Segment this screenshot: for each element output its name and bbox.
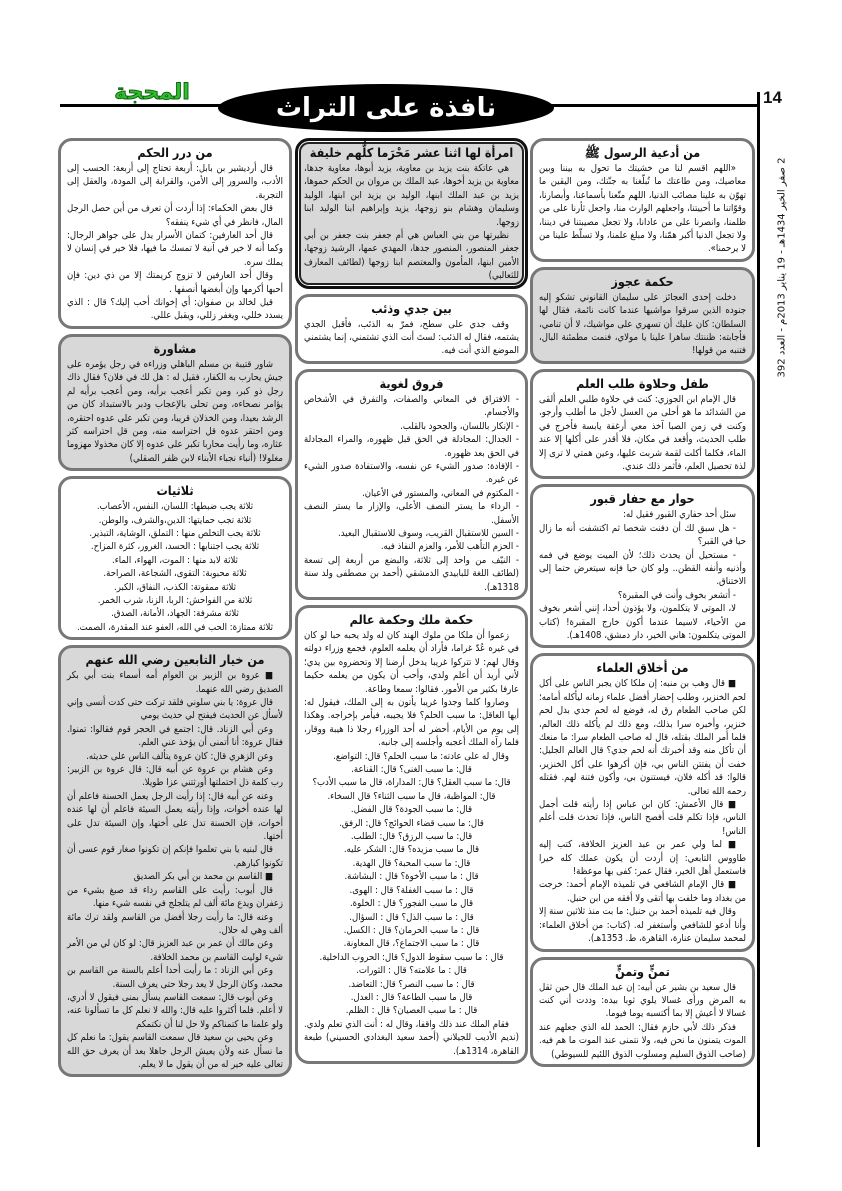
article-durar [58, 138, 292, 329]
article-body: شاور قتيبة بن مسلم الباهلي وزراءه في رجل يؤمره على جيش يحارب به الكفار، فقيل له : هل لك في فلان؟ فقال ذاك رجل ذو كبر، ومن تكبر أعجب برأيه، ومن أعجب برأيه لم يؤامر نصحاءه، ومن تحلى بالإعجاب ودبر بالاستبداد كان من الرشد بعيدا، ومن الخذلان قريبا، ومن تكبر على عدوه احتقره، ومن احتقر عدوه قل احتراسه منه، ومن قل احتراسه كثر عثاره، وما رأيت محاربا تكبر على عدوه إلا كان مخذولا مهزوما مغلولا! (أنباء نجباء الأبناء لابن ظفر الصقلي) [67, 358, 283, 464]
article-hiwar [530, 484, 755, 648]
issue-date: 2 صفر الخير 1434هـ - 19 يناير 2013م - العدد 392 [776, 157, 788, 378]
article-title: ثلاثيات [156, 483, 194, 499]
article-duaa [530, 138, 755, 262]
paragraph: قال سعيد بن بشير عن أبيه: إن عبد الملك قال حين ثقل به المرض ورأى غسالا يلوي ثوبا بيده: وددت أني كنت غسالا لا أعيش إلا بما أكتسبه يوما فيوما. [539, 981, 746, 1020]
paragraph: قال أرديشير بن بابل: أربعة تحتاج إلى أربعة: الحسب إلى الأدب، والسرور إلى الأمن، والقرابة إلى المودة، والعقل إلى التجربة. [67, 163, 283, 201]
list-item: ثلاثة محبوبة: التقوى، الشجاعة، الصراحة. [103, 568, 247, 580]
list-item: ثلاثة يجب اجتنابها : الحسد، الغرور، كثرة المزاح. [90, 541, 260, 553]
article-title: من أخلاق العلماء [596, 660, 689, 676]
paragraph: ■ قال وهب بن منبه: إن ملكا كان يجبر الناس على أكل لحم الخنزير، وطلب إحضار أفضل علماء زمانه ليأكله أمامه؛ لكن صاحب الطعام رق له، فوضع له لحم جدي بدل لحم خنزير، وأخبره سرا بذلك، ومع ذلك لم يأكله ذلك العالم، فلما أمر الملك بقتله، قال له صاحب الطعام سرا: ما منعك أن تأكل منه وقد أخبرتك أنه لحم جدي؟ قال العالم الجليل: خفت أن يفتتن الناس بي، فإن أكرهوا على أكل الخنزير، قالوا: قد أكله فلان، فيستنون بي، وأكون فتنة لهم. فقتله رحمه الله تعالى. [539, 678, 746, 797]
article-furuq [295, 369, 528, 600]
list-item: ثلاثة ممتازة: الحب في الله، العفو عند المقدرة، الصمت. [76, 621, 274, 633]
left-column [58, 138, 292, 1077]
paragraph: - هل سبق لك أن دفنت شخصا ثم اكتشفت أنه ما زال حيا في القبر؟ [539, 522, 746, 548]
article-title: تمنٍّ وتمنٍّ [615, 963, 670, 979]
list-item: - الجدال: المجادلة في الحق قبل ظهوره، والمراء المجادلة في الحق بعد ظهوره. [304, 434, 519, 459]
paragraph: وقال أحد العارفين لا تزوج كريمتك إلا من ذي دين: فإن أحبها أكرمها وإن أبغضها أنصفها . [67, 270, 283, 295]
paragraph: قال بعض الحكماء: إذا أردت أن تعرف من أين حصل الرجل المال، فانظر في أي شيء ينفقه؟ [67, 203, 283, 228]
list-item: - السين للاستقبال القريب، وسوف للاستقبال البعيد. [338, 527, 519, 539]
article-ajooz [530, 267, 755, 364]
paragraph: وقال فيه تلميذه أحمد بن حنبل: ما بت منذ ثلاثين سنة إلا وأنا أدعو للشافعي وأستغفر له. (كتاب: من أخلاق العلماء: لمحمد سليمان عنارة، القاهرة، ط. 1353هـ). [539, 906, 746, 945]
article-body: «اللهم اقسم لنا من خشيتك ما تحول به بيننا وبين معاصيك، ومن طاعتك ما تُبلّغنا به جنّتك، ومن اليقين ما تهوّن به علينا مصائب الدنيا، اللهم متّعنا بأسماعنا، وأبصارنا، وقوّاتنا ما أحييتنا، واجعلهم الوارث منا، واجعل ثأرنا على من ظلمنا، وانصرنا على من عادانا، ولا تجعل مصيبتنا في ديننا، ولا تجعل الدنيا أكبر همّنا، ولا مبلغ علمنا، ولا تسلّط علينا من لا يرحمنا». [539, 163, 746, 255]
paragraph: ■ قال الإمام الشافعي في تلميذه الإمام أحمد: خرجت من بغداد وما خلفت بها أتقى ولا أفقه من ابن حنبل. [539, 879, 746, 904]
list-item: ثلاثة يجب التخلص منها : التملق، الوشاية، التبذير. [89, 527, 261, 539]
list-item: ثلاثة من الفواحش: الربا، الزنا، شرب الخمر. [97, 594, 253, 606]
list-item: قال ما سبب الفجور؟ قال : الخلوة. [349, 898, 474, 910]
list-item: قال : ما سبب النصر؟ قال: التعاضد. [348, 978, 475, 990]
list-item: ثلاثة ممقوتة: الكذب، النفاق، الكبر. [114, 581, 236, 593]
right-column [530, 138, 755, 1067]
article-title: حكمة عجوز [611, 273, 674, 289]
paragraph: قال أحد العارفين: كتمان الأسرار يدل على جواهر الرجال: وكما أنه لا خير في آنية لا تمسك ما فيها، فلا خير في إنسان لا يملك سره. [67, 230, 283, 268]
list-item: قال عروة: يا بني سلوني فلقد تركت حتى كدت أنسى وإني لأسأل عن الحديث فيفتح لي حديث يومي [67, 697, 283, 722]
list-item: وعن هشام بن عروة عن أبيه قال: قال عروة بن الزبير: رب كلمة ذل احتملتها أورثتني عزا طويلا. [67, 764, 283, 789]
list-item: قال : ما علامته؟ قال : الثورات. [356, 965, 467, 977]
list-item: قال: ما سبب الرزق؟ قال: الطلب. [350, 831, 473, 843]
list-item: - الافتراق في المعاني والصفات، والتفرق في الأشخاص والأجسام. [304, 393, 519, 419]
paragraph: لا، الموتى لا يتكلمون، ولا يؤذون أحدا، إنني أشعر بخوف من الأحياء، لاسيما عندما أكون خارج المقبرة! (كتاب الموتى يتكلمون: هاني الخير، دار دمشق، 1408هـ). [539, 603, 746, 641]
page-number: 14 [763, 88, 782, 107]
article-body: دخلت إحدى العجائز على سليمان القانوني تشكو إليه جنوده الذين سرقوا مواشيها عندما كانت نائمة، فقال لها السلطان: كان عليك أن تسهري على مواشيك، لا أن تنامي، فأجابته: ظننتك ساهرا علينا يا مولاي، فنمت مطمئنة البال، فتنبه من قولها! [539, 291, 746, 357]
paragraph: زعموا أن ملكا من ملوك الهند كان له ولد يحبه حبا لو كان في غيره عُدّ غراما، فأراد أن يعلمه العلوم، فجمع وزراء دولته وقال لهم: لا تتركوا غريبا يدخل أرضنا إلا وتحضروه بين يدي؛ لأني أريد أن أعلم ولدي، وأحب أن يكون من يعلمه حكيما عارفا بكثير من الأمور. فقالوا: سمعا وطاعة. [304, 629, 519, 695]
article-title: بين جدي وذئب [371, 300, 452, 316]
list-item: قال : ما سبب الأخوة؟ قال : البشاشة. [344, 871, 479, 883]
list-item: - الإفادة: صدور الشيء عن نفسه، والاستفادة صدور الشيء عن غيره. [304, 460, 519, 486]
article-tifl [530, 369, 755, 479]
article-khiyar [58, 645, 292, 1077]
article-thulathiyat [58, 476, 292, 640]
article-title: امرأة لها اثنا عشر مَحْرَما كلُّهم خليفة [309, 145, 514, 160]
list-item: - الرداء ما يستر النصف الأعلى، والإزار ما يستر النصف الأسفل. [304, 501, 519, 526]
list-item: قال : ما سبب سقوط الدول؟ قال: الحروب الداخلية. [319, 951, 504, 963]
article-jadi [295, 294, 528, 364]
article-tamanni [530, 957, 755, 1067]
article-title: حكمة ملك وحكمة عالم [349, 611, 474, 627]
paragraph: ■ قال الأعمش: كان ابن عباس إذا رأيته قلت أجمل الناس، فإذا تكلم قلت أفصح الناس، فإذا تحدث قلت أعلم الناس! [539, 799, 746, 837]
list-item: قال أيوب: رأيت على القاسم رداء قد صبغ بشيء من زعفران ويدع مائة ألف لم يتلجلج في نفسه شيء منها. [67, 884, 283, 910]
article-title: من أدعية الرسول ﷺ [584, 145, 701, 160]
khiyar-paragraphs [67, 669, 283, 1071]
list-item: وعن يحيى بن سعيد قال سمعت القاسم يقول: ما نعلم كل ما نسأل عنه ولأن يعيش الرجل جاهلا بعد أن يعرف حق الله تعالى عليه خير له من أن يقول ما لا يعلم. [67, 1032, 283, 1070]
list-item: وعن أبي الزناد : ما رأيت أحدا أعلم بالسنة من القاسم بن محمد، وكان الرجل لا يعد رجلا حتى يعرف السنة. [67, 965, 283, 990]
list-item: قال: ما سبب قضاء الحوائج؟ قال: الرفق. [339, 817, 484, 829]
article-akhlaq [530, 653, 755, 951]
paragraph: هي عاتكة بنت يزيد بن معاوية، يزيد أبوها، معاوية جدها، معاوية بن يزيد أخوها، عبد الملك بن مروان بن الحكم حموها، يزيد بن عبد الملك ابنها، الوليد بن يزيد ابن ابنها، الوليد وسليمان وهشام بنو زوجها، يزيد وإبراهيم ابنا الوليد ابنا زوجها. [304, 163, 519, 228]
paragraph: وقال له على عادته: ما سبب الحلم؟ قال: التواضع. [333, 750, 509, 762]
article-title: من درر الحكم [137, 145, 213, 160]
list-item: وعن الزهري قال: كان عروة يتألف الناس على حديثه. [86, 750, 273, 762]
list-item: قال : ما سبب العصيان؟ قال : الظلم. [345, 1005, 478, 1017]
list-item: قال ما سبب الطاعة؟ قال : العدل. [350, 991, 473, 1003]
article-title: مشاورة [153, 340, 197, 356]
list-item: ■ عروة بن الزبير بن العوام أمه أسماء بنت أبي بكر الصديق رضي الله عنهما. [67, 670, 283, 695]
list-item: قال : ما سبب الحرمان؟ قال : الكسل. [343, 924, 480, 936]
article-title: من خيار التابعين رضي الله عنهم [85, 652, 265, 668]
thulathiyat-list [67, 500, 283, 634]
article-imraa [295, 138, 528, 289]
list-item: ثلاثة مشرفة: الجهاد، الأمانة، الصدق. [111, 608, 239, 620]
article-body: وقف جدي على سطح، فمرّ به الذئب، فأقبل الجدي يشتمه، فقال له الذئب: لستَ أنت الذي تشتمني، إنما يشتمني الموضع الذي أنت فيه. [304, 318, 519, 357]
list-item: قال: ما سبب الجودة؟ قال الفضل. [350, 804, 473, 816]
paragraph: قيل لخالد بن صفوان: أي إخوانك أحب إليك؟ قال : الذي يسدد خللي، ويغفر زللي، ويقبل عللي. [67, 297, 283, 322]
list-item: ■ القاسم بن محمد بن أبي بكر الصديق [133, 871, 273, 883]
list-item: قال : ما سبب الذل؟ قال : السؤال. [349, 911, 474, 923]
list-item: وعن مالك أن عمر بن عبد العزيز قال: لو كان لي من الأمر شيء لوليت القاسم بن محمد الخلافة. [67, 938, 283, 963]
list-item: قال: ما سبب المحبة؟ قال الهدية. [352, 857, 471, 869]
list-item: - الإنكار باللسان، والجحود بالقلب. [400, 420, 519, 432]
publication-logo: المحجة [114, 80, 190, 105]
list-item: وعنه قال: ما رأيت رجلا أفضل من القاسم ولقد ترك مائة ألف وهي له حلال. [67, 911, 283, 936]
list-item: ثلاثة يجب ضبطها: اللسان، النفس، الأعصاب. [96, 501, 254, 513]
list-item: - النيّف من واحد إلى ثلاثة، والبضع من أربعة إلى تسعة (لطائف اللغة للبابيدي الدمشقي (أحمد بن مصطفى ولد سنة 1318هـ). [304, 554, 519, 593]
paragraph: فذكر ذلك لأبي حازم فقال: الحمد لله الذي جعلهم عند الموت يتمنون ما نحن فيه، ولا نتمنى عند الموت ما هم فيه. (صاحب الذوق السليم ومسلوب الذوق اللئيم للسيوطي) [539, 1021, 746, 1060]
article-title: فروق لغوية [379, 375, 444, 391]
paragraph: - أتشعر بخوف وأنت في المقبرة؟ [617, 589, 736, 601]
article-title: حوار مع حفار قبور [590, 491, 695, 507]
list-item: قال: المواظبة، قال ما سبب الثناء؟ قال السخاء. [327, 790, 496, 802]
list-item: قال لبنيه يا بني تعلموا فإنكم إن تكونوا صغار قوم عسى أن تكونوا كبارهم. [67, 844, 283, 869]
list-item: قال : ما سبب الاجتماع؟، قال المعاونة. [343, 938, 480, 950]
paragraph: فقام الملك عند ذلك واقفا، وقال له : أنت الذي تعلم ولدي.(نديم الأديب للجيلاني (أحمد سعيد البغدادي الحسيني) طبعة القاهرة، 1314هـ). [304, 1018, 519, 1057]
list-item: وعن أبي الزناد. قال: اجتمع في الحجر قوم فقالوا: تمنوا. فقال عروة: أنا أتمنى أن يؤخذ عني العلم. [67, 723, 283, 749]
list-item: - المكتوم في المعاني، والمستور في الأعيان. [362, 487, 519, 499]
list-item: وعنه عن أبيه قال: إذا رأيت الرجل يعمل الحسنة فاعلم أن لها عنده أخوات، وإذا رأيته يعمل السيئة فاعلم أن لها عنده أخوات، فإن الحسنة تدل على أختها، وإن السيئة تدل على أختها. [67, 790, 283, 843]
qa-list [304, 763, 519, 1018]
section-title: نافذة على التراث [218, 84, 554, 132]
list-item: قال: ما سبب الغنى؟ قال: القناعة. [351, 764, 472, 776]
list-item: قال : ما سبب الغفلة؟ قال : الهوى. [349, 884, 474, 896]
list-item: - الحزم التأهب للأمر، والعزم النفاذ فيه. [380, 541, 519, 553]
margin-rule [757, 92, 760, 1147]
paragraph: ■ لما ولي عمر بن عبد العزيز الخلافة، كتب إليه طاووس التابعي: إن أردت أن يكون عملك كله خيرا فاستعمل أهل الخير، فقال عمر: كفى بها موعظة! [539, 839, 746, 878]
list-item: ثلاثة لابد منها : الموت، الهواء، الماء. [112, 554, 238, 566]
article-hikma [295, 605, 528, 1064]
list-item: وعن أيوب قال: سمعت القاسم يسأل بمنى فيقول لا أدري، لا أعلم. فلما أكثروا عليه قال: والله لا نعلم كل ما تسألونا عنه، ولو علمنا ما كتمناكم ولا حل لنا أن نكتمكم [67, 991, 283, 1030]
list-item: قال: ما سبب العقل؟ قال: المداراة، قال ما سبب الأدب؟ [312, 777, 511, 789]
list-item: ثلاثة تجب حمايتها: الدين،والشرف، والوطن. [98, 514, 252, 526]
article-title: طفل وحلاوة طلب العلم [576, 375, 709, 391]
list-item: قال ما سبب مزيده؟ قال: الشكر عليه. [343, 844, 480, 856]
middle-column [295, 138, 528, 1064]
article-body: قال الإمام ابن الجوزي: كنت في حلاوة طلبي العلم ألقى من الشدائد ما هو أحلى من العسل لأجل ما أطلب وأرجو، وكنت في زمن الصبا آخذ معي أرغفة يابسة فأخرج في طلب الحديث، وأقعد في مكان، فلا أقدر على أكلها إلا عند الماء، فكلما أكلت لقمة شربت عليها، وعين همتي لا ترى إلا لذة تحصيل العلم، فأثمر ذلك عندي. [539, 393, 746, 472]
article-mashwara [58, 334, 292, 471]
paragraph: سئل أحد حفاري القبور فقيل له: [623, 509, 736, 521]
paragraph: - مستحيل أن يحدث ذلك؛ لأن الميت يوضع في فمه وأذنيه وأنفه القطن.. ولو كان حيا فإنه سيتعرض حتما إلى الاختناق. [539, 549, 746, 588]
paragraph: وصاروا كلما وجدوا غريبا يأتون به إلى الملك، فيقول له: أيها العاقل: ما سبب الحلم؟ فلا يجيبه، فيأمر بإخراجه. وهكذا إلى يوم من الأيام، أحضر له أحد الوزراء رجلا ذا هيبة ووقار، فلما رآه الملك أعجبه وأجلسه إلى جانبه. [304, 697, 519, 749]
paragraph: نظيرتها من بني العباس هي أم جعفر بنت جعفر بن أبي جعفر المنصور، المنصور جدها، المهدي عمها، الرشيد زوجها، الأمين ابنها، المأمون والمعتصم ابنا زوجها (لطائف المعارف للثعالبي) [304, 230, 519, 282]
